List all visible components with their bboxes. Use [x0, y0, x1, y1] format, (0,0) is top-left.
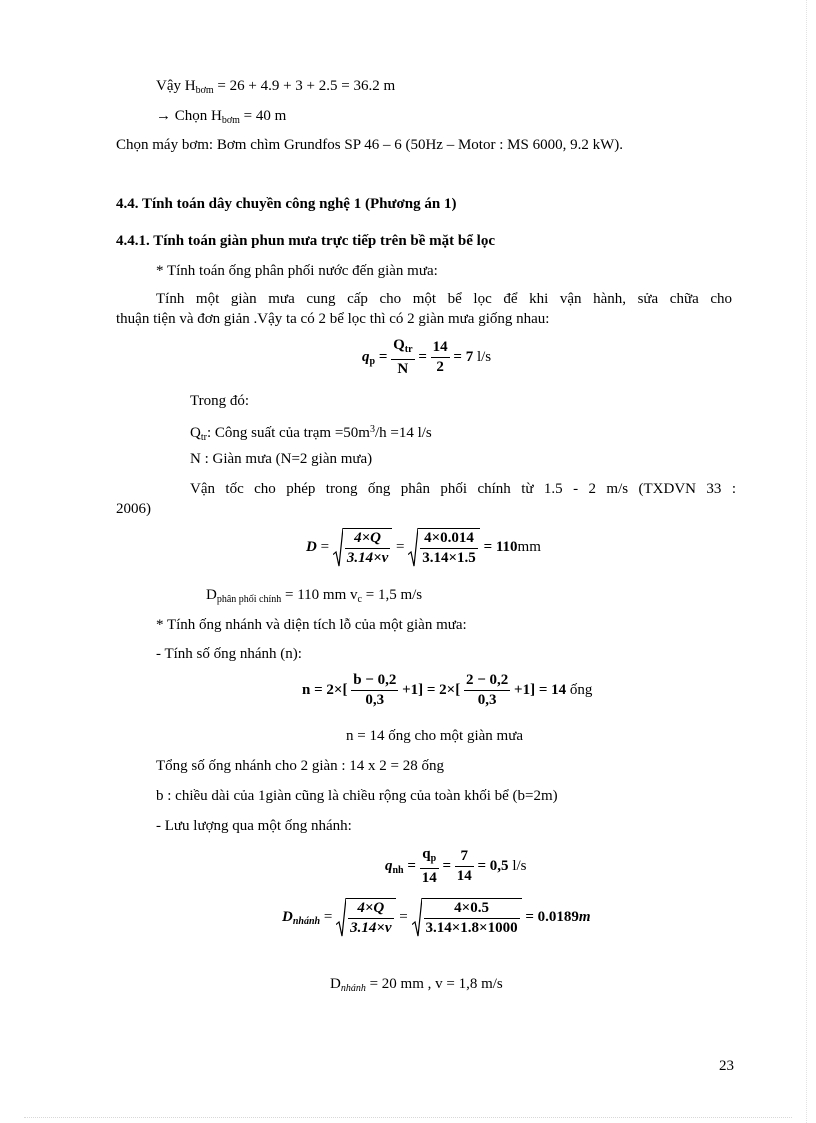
equation-d-nhanh: $D_{nhánh}$ = $\frac{4\times Q}{3.14\times v}$ = $\frac{4\times 0.5}{3.14\times 1.8\times 1000}$ = 0.0189m	[282, 900, 591, 936]
sqrt-symbolic: $\frac{4\times Q}{3.14\times v}$	[333, 528, 392, 567]
equation-qp: $q_p$ = $\frac{Q_{tr}}{N}$ = $\frac{14}{2}$ = 7 l/s	[362, 337, 492, 377]
sqrt-numeric: $\frac{4\times 0.014}{3.14\times 1.5}$	[408, 528, 480, 567]
right-page-border	[806, 0, 807, 1123]
d-phan-phoi-chinh-line: $D_{phân phối chính} = 110$ mm $v_c = 1,5$ m/s	[206, 587, 423, 605]
fraction-qp-14: $\frac{q_p}{14}$	[421, 846, 437, 886]
fraction-2: $\frac{2 - 0,2}{0,3}$	[465, 672, 509, 708]
section-heading-4-4-1: 4.4.1. Tính toán giàn phun mưa trực tiếp trên bề mặt bể lọc	[116, 233, 495, 249]
fraction-qtr-n: $\frac{Q_{tr}}{N}$	[393, 337, 413, 377]
ong-phan-phoi-line: * Tính toán ống phân phối nước đến giàn mưa:	[156, 263, 438, 279]
equation-d-main: D = $\frac{4\times Q}{3.14\times v}$ = $\frac{4\times 0.014}{3.14\times 1.5}$ = 110mm	[306, 530, 541, 566]
n-definition: N : Giàn mưa (N=2 giàn mưa)	[190, 451, 373, 467]
sqrt-numeric-nhanh: $\frac{4\times 0.5}{3.14\times 1.8\times 1000}$	[412, 898, 522, 937]
so-ong-nhanh-label: - Tính số ống nhánh (n):	[156, 646, 302, 662]
section-heading-4-4: 4.4. Tính toán dây chuyền công nghệ 1 (Phương án 1)	[116, 196, 457, 212]
trong-do-label: Trong đó:	[190, 393, 250, 409]
chon-may-bom-line: Chọn máy bơm: Bơm chìm Grundfos SP 46 – 6 (50Hz – Motor : MS 6000, 9.2 kW).	[116, 137, 623, 153]
fraction-14-2: $\frac{14}{2}$	[432, 339, 448, 375]
d-nhanh-result: $D_{nhánh} = 20$ mm , v = 1,8 m/s	[330, 976, 503, 994]
equation-n: n = 2×[ $\frac{b - 0,2}{0,3}$ +1] = 2×[ $\frac{2 - 0,2}{0,3}$ +1] = 14 ống	[302, 672, 593, 708]
qtr-definition: $Q_{tr}$: Công suất của trạm $=50m^3/h =14$ l/s	[190, 424, 432, 443]
bottom-page-border	[24, 1117, 792, 1118]
n-result-line: n = 14 ống cho một giàn mưa	[346, 728, 523, 744]
equation-qnh: $q_{nh}$ = $\frac{q_p}{14}$ = $\frac{7}{14}$ = 0,5 l/s	[385, 846, 527, 886]
sqrt-symbolic-nhanh: $\frac{4\times Q}{3.14\times v}$	[336, 898, 395, 937]
page-number: 23	[719, 1058, 734, 1074]
van-toc-line-1: Vận tốc cho phép trong ống phân phối chính từ 1.5 - 2 m/s (TXDVN 33 :	[190, 481, 736, 497]
paragraph-line-1: Tính một giàn mưa cung cấp cho một bể lọc để khi vận hành, sửa chữa cho	[156, 291, 732, 307]
tong-so-ong-nhanh: Tổng số ống nhánh cho 2 giàn : 14 x 2 = 28 ống	[156, 758, 445, 774]
chon-h-bom-line: → Chọn $H_{bơm} = 40$ m	[156, 108, 287, 126]
paragraph-line-2: thuận tiện và đơn giản .Vậy ta có 2 bể lọc thì có 2 giàn mưa giống nhau:	[116, 311, 550, 327]
fraction-b: $\frac{b - 0,2}{0,3}$	[353, 672, 397, 708]
b-definition: b : chiều dài của 1giàn cũng là chiều rộng của toàn khối bể (b=2m)	[156, 788, 558, 804]
luu-luong-label: - Lưu lượng qua một ống nhánh:	[156, 818, 352, 834]
fraction-7-14: $\frac{7}{14}$	[456, 848, 472, 884]
van-toc-line-2: 2006)	[116, 501, 151, 517]
ong-nhanh-heading: * Tính ống nhánh và diện tích lỗ của một giàn mưa:	[156, 617, 467, 633]
vay-h-bom-line: Vậy $H_{bơm} = 26 + 4.9 + 3 + 2.5 = 36.2$ m	[156, 78, 396, 96]
